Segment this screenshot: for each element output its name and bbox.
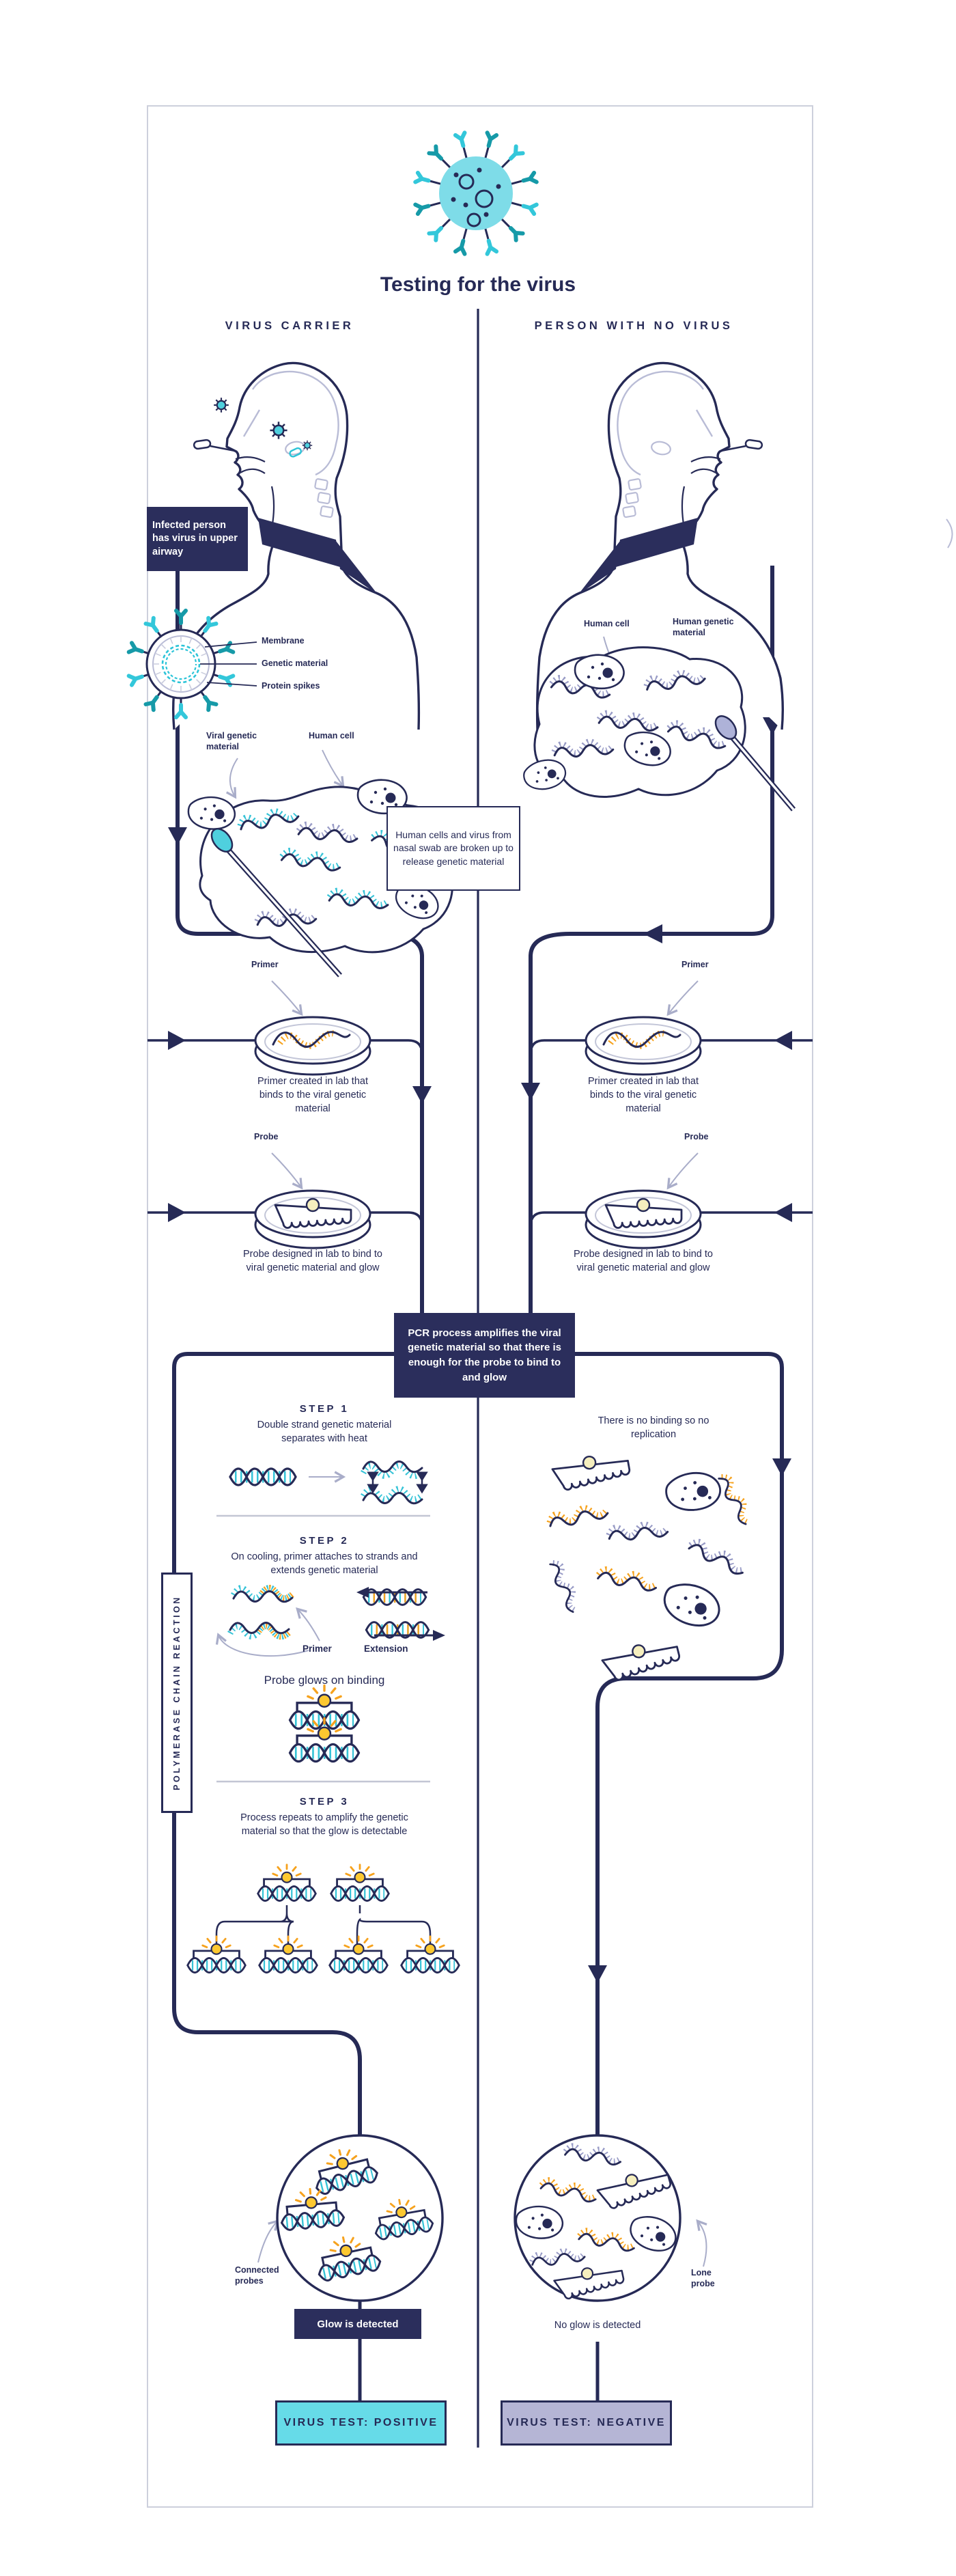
virus-test-positive-box: VIRUS TEST: POSITIVE — [275, 2400, 447, 2446]
pcr-side-label — [161, 1573, 193, 1813]
step3-tree — [188, 1865, 459, 1973]
step2-text: On cooling, primer attaches to strands and extends genetic material — [231, 1551, 418, 1576]
virus-test-negative-box: VIRUS TEST: NEGATIVE — [501, 2400, 672, 2446]
probe-dish-right — [586, 1191, 701, 1248]
no-glow-text: No glow is detected — [554, 2320, 641, 2331]
virus-icon — [415, 133, 536, 253]
primer-caption-right: Primer created in lab that binds to the viral genetic material — [588, 1076, 699, 1114]
lone-probe-label: Lone probe — [691, 2268, 715, 2288]
negative-result-circle — [515, 2135, 680, 2301]
infected-person-note: Infected person has virus in upper airway — [147, 507, 248, 571]
primer-dish-right — [586, 1017, 701, 1075]
probe-glow-illustration — [290, 1686, 359, 1762]
page-title: Testing for the virus — [380, 273, 576, 296]
human-cell-label-right: Human cell — [584, 619, 630, 628]
step1-illustration — [230, 1462, 422, 1504]
probe-dish-left — [255, 1191, 370, 1248]
membrane-label: Membrane — [262, 636, 305, 646]
step2-illustration — [230, 1587, 445, 1641]
positive-result-circle — [277, 2135, 442, 2301]
step2-extension-label: Extension — [364, 1644, 408, 1654]
genetic-material-label: Genetic material — [262, 659, 328, 668]
step2-heading: STEP 2 — [299, 1535, 350, 1547]
primer-caption-left: Primer created in lab that binds to the viral genetic material — [257, 1076, 368, 1114]
step1-heading: STEP 1 — [299, 1403, 350, 1415]
probe-glow-heading: Probe glows on binding — [264, 1674, 385, 1687]
human-genetic-material-label: Human genetic material — [673, 617, 734, 637]
header-prefix: PERSON WITH — [534, 320, 654, 332]
column-header-no-virus — [511, 320, 757, 333]
viral-genetic-material-label: Viral genetic material — [206, 731, 257, 751]
probe-caption-right: Probe designed in lab to bind to viral genetic material and glow — [574, 1249, 713, 1273]
protein-spikes-label: Protein spikes — [262, 681, 320, 691]
pcr-side-label-text: POLYMERASE CHAIN REACTION — [172, 1595, 182, 1790]
probe-label-left: Probe — [254, 1132, 279, 1141]
connected-probes-label: Connected probes — [235, 2265, 279, 2286]
glow-detected-box: Glow is detected — [294, 2309, 421, 2339]
header-suffix: VIRUS — [677, 320, 733, 332]
step1-text: Double strand genetic material separates with heat — [257, 1419, 392, 1444]
no-binding-text: There is no binding so no replication — [598, 1415, 709, 1440]
probe-label-right: Probe — [684, 1132, 709, 1141]
header-emphasis: NO — [653, 320, 677, 332]
step2-primer-label: Primer — [303, 1644, 332, 1654]
swab-note-box: Human cells and virus from nasal swab are broken up to release genetic material — [386, 806, 520, 891]
step3-text: Process repeats to amplify the genetic material so that the glow is detectable — [240, 1812, 408, 1837]
no-binding-scatter — [548, 1450, 754, 1683]
column-header-virus-carrier: VIRUS CARRIER — [225, 320, 354, 332]
primer-dish-left — [255, 1017, 370, 1075]
step3-heading: STEP 3 — [299, 1796, 350, 1808]
probe-caption-left: Probe designed in lab to bind to viral genetic material and glow — [243, 1249, 382, 1273]
human-cell-label-left: Human cell — [309, 731, 354, 740]
primer-label-left: Primer — [251, 960, 279, 969]
primer-label-right: Primer — [681, 960, 709, 969]
pcr-amplify-note: PCR process amplifies the viral genetic material so that there is enough for the probe to bind to and glow — [394, 1313, 575, 1398]
